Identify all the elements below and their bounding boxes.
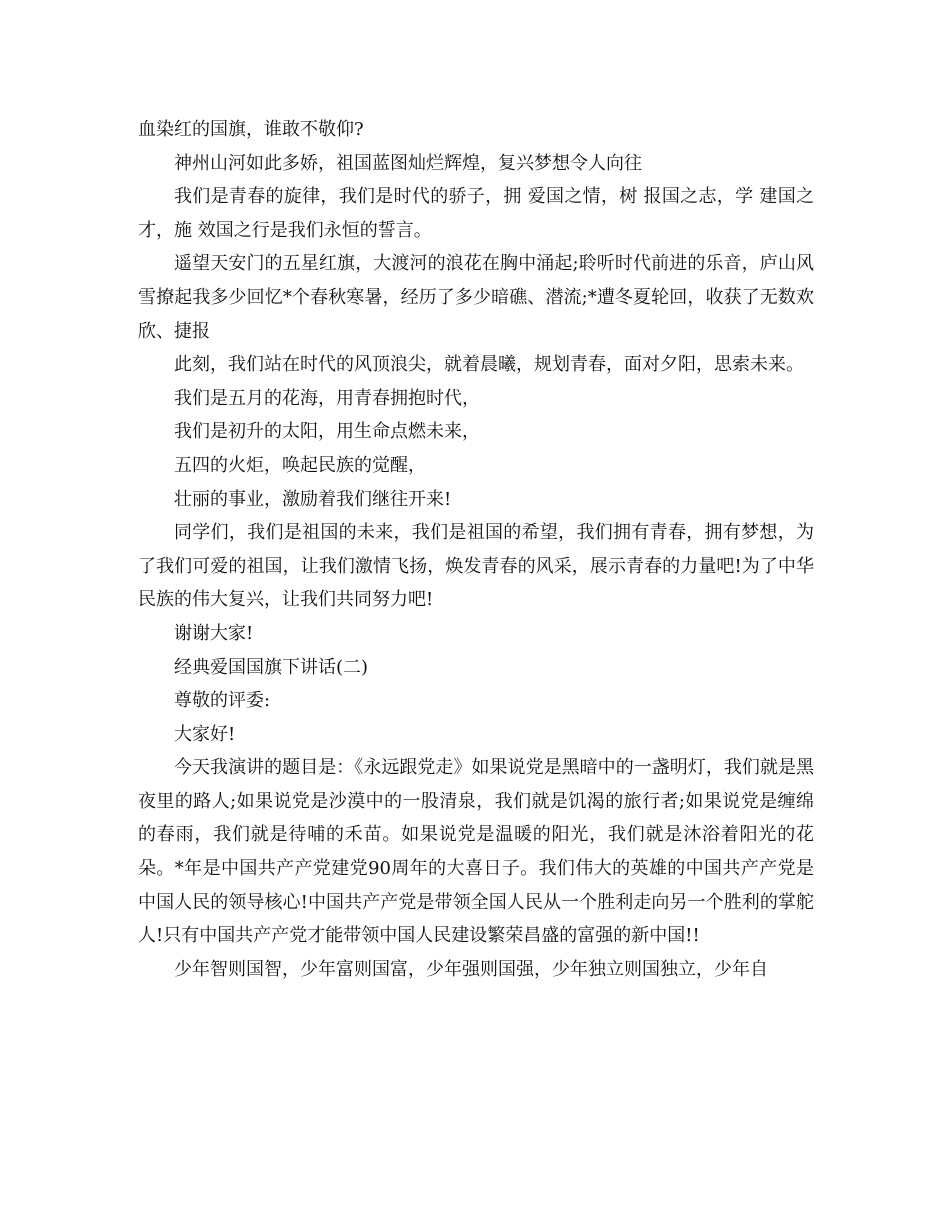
- paragraph-4: 遥望天安门的五星红旗，大渡河的浪花在胸中涌起;聆听时代前进的乐音，庐山风雪撩起我多少回忆*个春秋寒暑，经历了多少暗礁、潜流;*遭冬夏轮回，收获了无数欢欣、捷报: [138, 253, 814, 342]
- paragraph-2: 神州山河如此多娇，祖国蓝图灿烂辉煌，复兴梦想令人向往: [174, 152, 642, 174]
- greeting: 大家好!: [174, 723, 236, 745]
- paragraph-6: 我们是五月的花海，用青春拥抱时代，: [174, 387, 480, 409]
- paragraph-8: 五四的火炬，唤起民族的觉醒，: [174, 454, 426, 476]
- paragraph-1: 血染红的国旗，谁敢不敬仰?: [138, 119, 364, 140]
- paragraph-16: 少年智则国智，少年富则国富，少年强则国强，少年独立则国独立，少年自: [174, 958, 768, 980]
- paragraph-5: 此刻，我们站在时代的风顶浪尖，就着晨曦，规划青春，面对夕阳，思索未来。: [174, 354, 804, 376]
- paragraph-11: 谢谢大家!: [174, 622, 254, 644]
- section-heading: 经典爱国国旗下讲话(二): [174, 656, 369, 678]
- paragraph-10: 同学们，我们是祖国的未来，我们是祖国的希望，我们拥有青春，拥有梦想，为了我们可爱的祖国，让我们激情飞扬，焕发青春的风采，展示青春的力量吧!为了中华民族的伟大复兴，让我们共同努力吧!: [138, 522, 814, 611]
- paragraph-15: 今天我演讲的题目是：《永远跟党走》如果说党是黑暗中的一盏明灯，我们就是黑夜里的路人;如果说党是沙漠中的一股清泉，我们就是饥渴的旅行者;如果说党是缠绵的春雨，我们就是待哺的禾苗。如果说党是温暖的阳光，我们就是沐浴着阳光的花朵。*年是中国共产产党建党90周年的大喜日子。我们伟大的英雄的中国共产产党是中国人民的领导核心!中国共产产党是带领全国人民从一个胜利走向另一个胜利的掌舵人!只有中国共产产党才能带领中国人民建设繁荣昌盛的富强的新中国!!: [138, 757, 814, 947]
- document-body: [138, 113, 814, 986]
- paragraph-3: 我们是青春的旋律，我们是时代的骄子，拥 爱国之情，树 报国之志，学 建国之才，施 效国之行是我们永恒的誓言。: [138, 186, 814, 241]
- salutation: 尊敬的评委:: [174, 690, 271, 712]
- paragraph-7: 我们是初升的太阳，用生命点燃未来，: [174, 421, 480, 443]
- paragraph-9: 壮丽的事业，激励着我们继往开来!: [174, 488, 452, 510]
